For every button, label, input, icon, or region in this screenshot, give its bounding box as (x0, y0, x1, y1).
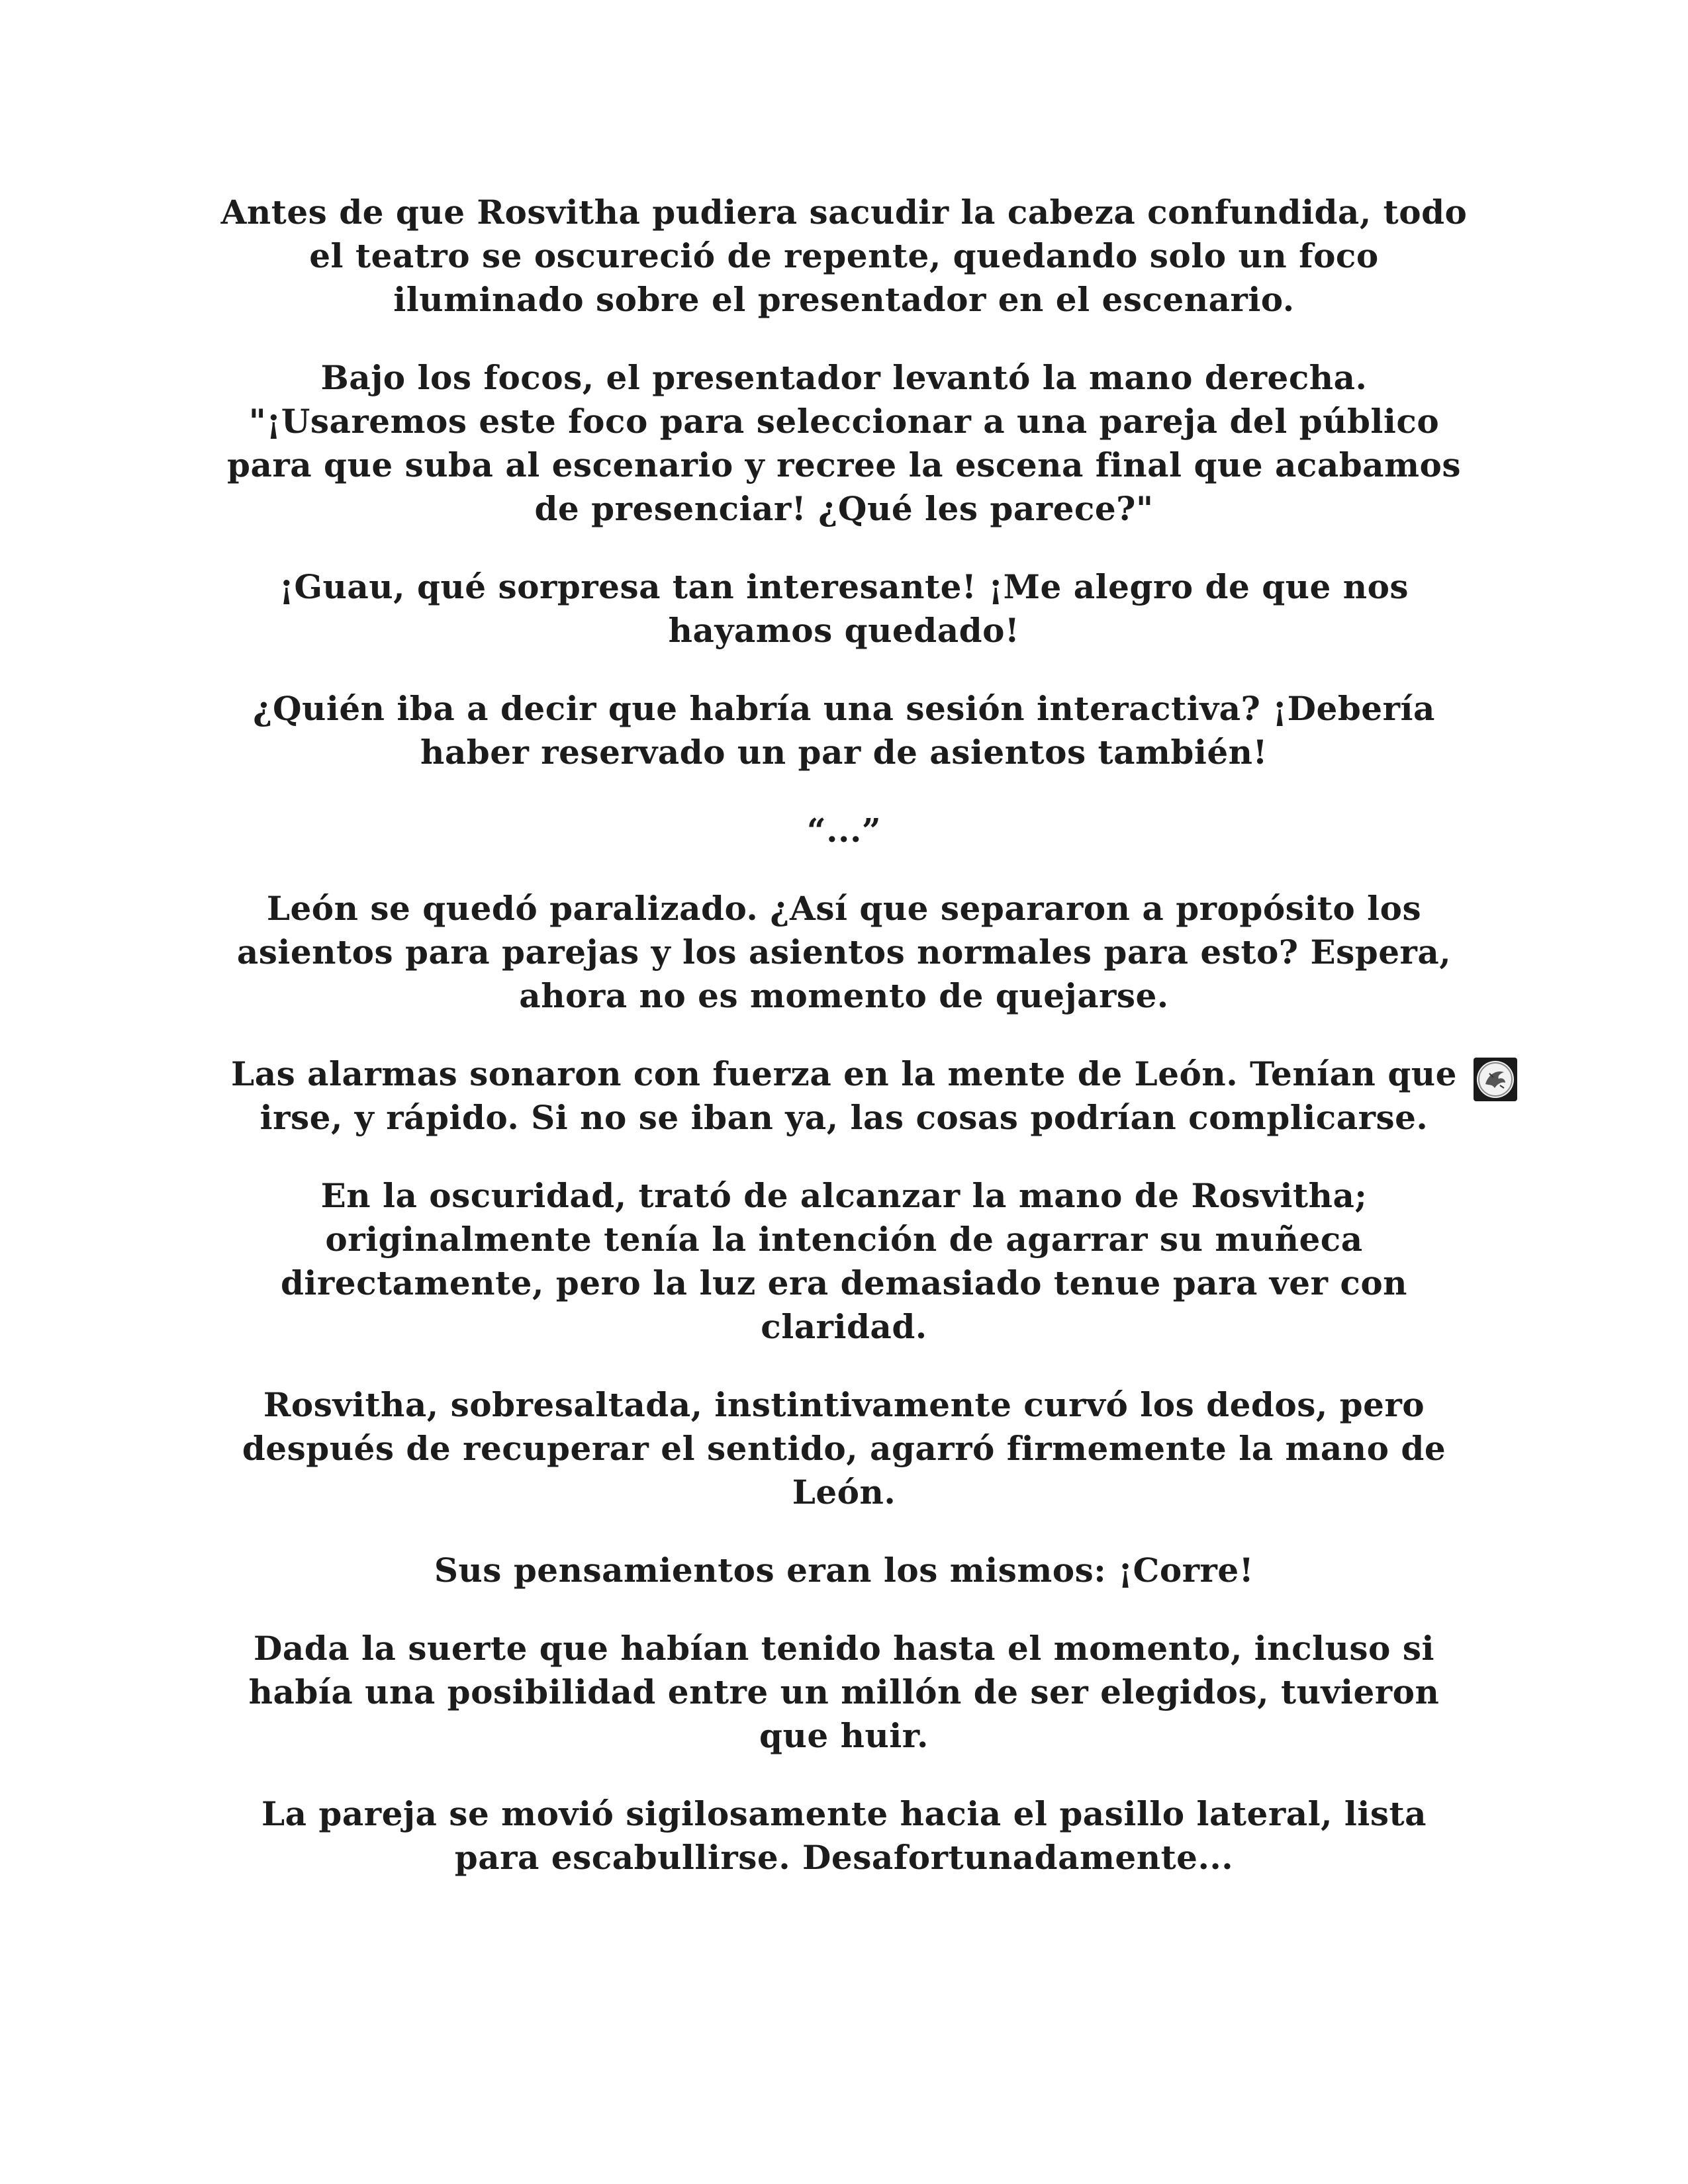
paragraph: Sus pensamientos eran los mismos: ¡Corre! (434, 1551, 1254, 1590)
paragraph: Dada la suerte que habían tenido hasta el momento, incluso si había una posibilidad entre un millón de ser elegidos, tuvieron que huir. (248, 1629, 1440, 1755)
paragraph: León se quedó paralizado. ¿Así que separaron a propósito los asientos para parejas y los asientos normales para esto? Espera, ahora no es momento de quejarse. (236, 889, 1452, 1015)
dragon-emblem-icon (1474, 1058, 1517, 1101)
paragraph: ¡Guau, qué sorpresa tan interesante! ¡Me alegro de que nos hayamos quedado! (279, 567, 1409, 650)
paragraph: ¿Quién iba a decir que habría una sesión interactiva? ¡Debería haber reservado un par de asientos también! (253, 689, 1435, 772)
paragraph: Las alarmas sonaron con fuerza en la mente de León. Tenían que irse, y rápido. Si no se iban ya, las cosas podrían complicarse. (231, 1054, 1457, 1137)
paragraph: “...” (806, 811, 882, 850)
paragraph: En la oscuridad, trató de alcanzar la mano de Rosvitha; originalmente tenía la intención de agarrar su muñeca directamente, pero la luz era demasiado tenue para ver con claridad. (280, 1176, 1408, 1346)
paragraph: Antes de que Rosvitha pudiera sacudir la cabeza confundida, todo el teatro se oscureció de repente, quedando solo un foco iluminado sobre el presentador en el escenario. (220, 193, 1468, 319)
paragraph: La pareja se movió sigilosamente hacia el pasillo lateral, lista para escabullirse. Desafortunadamente... (261, 1794, 1427, 1877)
paragraph: Rosvitha, sobresaltada, instintivamente curvó los dedos, pero después de recuperar el sentido, agarró firmemente la mano de León. (242, 1385, 1446, 1512)
document-page (218, 191, 1470, 1914)
paragraph: Bajo los focos, el presentador levantó la mano derecha. "¡Usaremos este foco para seleccionar a una pareja del público para que suba al escenario y recree la escena final que acabamos de presenciar! ¿Qué les parece?" (227, 358, 1461, 528)
